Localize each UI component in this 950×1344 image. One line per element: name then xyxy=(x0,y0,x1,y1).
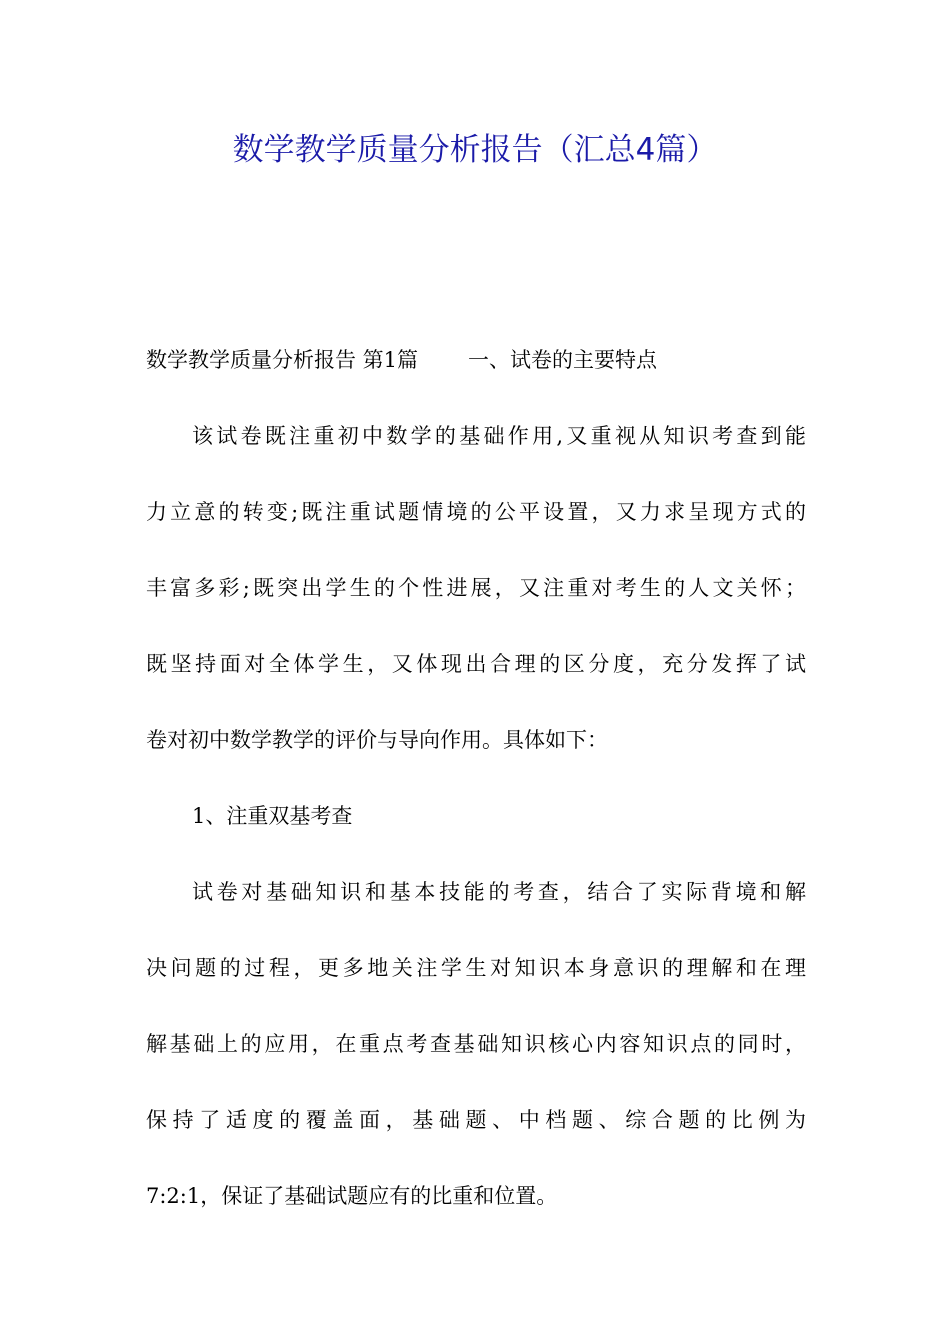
paragraph-line: 该试卷既注重初中数学的基础作用,又重视从知识考查到能 xyxy=(192,424,806,448)
section-heading: 一、试卷的主要特点 xyxy=(468,348,658,372)
paragraph-line: 保持了适度的覆盖面，基础题、中档题、综合题的比例为 xyxy=(146,1108,806,1132)
document-title: 数学教学质量分析报告（汇总4篇） xyxy=(232,132,718,168)
paragraph-line: 解基础上的应用，在重点考查基础知识核心内容知识点的同时， xyxy=(146,1032,806,1056)
paragraph-line: 试卷对基础知识和基本技能的考查，结合了实际背境和解 xyxy=(192,880,806,904)
paragraph-line: 力立意的转变;既注重试题情境的公平设置，又力求呈现方式的 xyxy=(146,500,806,524)
paragraph-line: 既坚持面对全体学生，又体现出合理的区分度，充分发挥了试 xyxy=(146,652,806,676)
paragraph-line: 7:2:1，保证了基础试题应有的比重和位置。 xyxy=(146,1184,558,1208)
article-label: 数学教学质量分析报告 第1篇 xyxy=(146,348,419,372)
subheading: 1、注重双基考查 xyxy=(192,804,353,828)
article-header-line xyxy=(146,340,806,416)
paragraph-line: 卷对初中数学教学的评价与导向作用。具体如下： xyxy=(146,728,608,752)
paragraph-line: 丰富多彩;既突出学生的个性进展，又注重对考生的人文关怀； xyxy=(146,576,806,600)
paragraph-line: 决问题的过程，更多地关注学生对知识本身意识的理解和在理 xyxy=(146,956,806,980)
document-body xyxy=(146,340,806,1252)
